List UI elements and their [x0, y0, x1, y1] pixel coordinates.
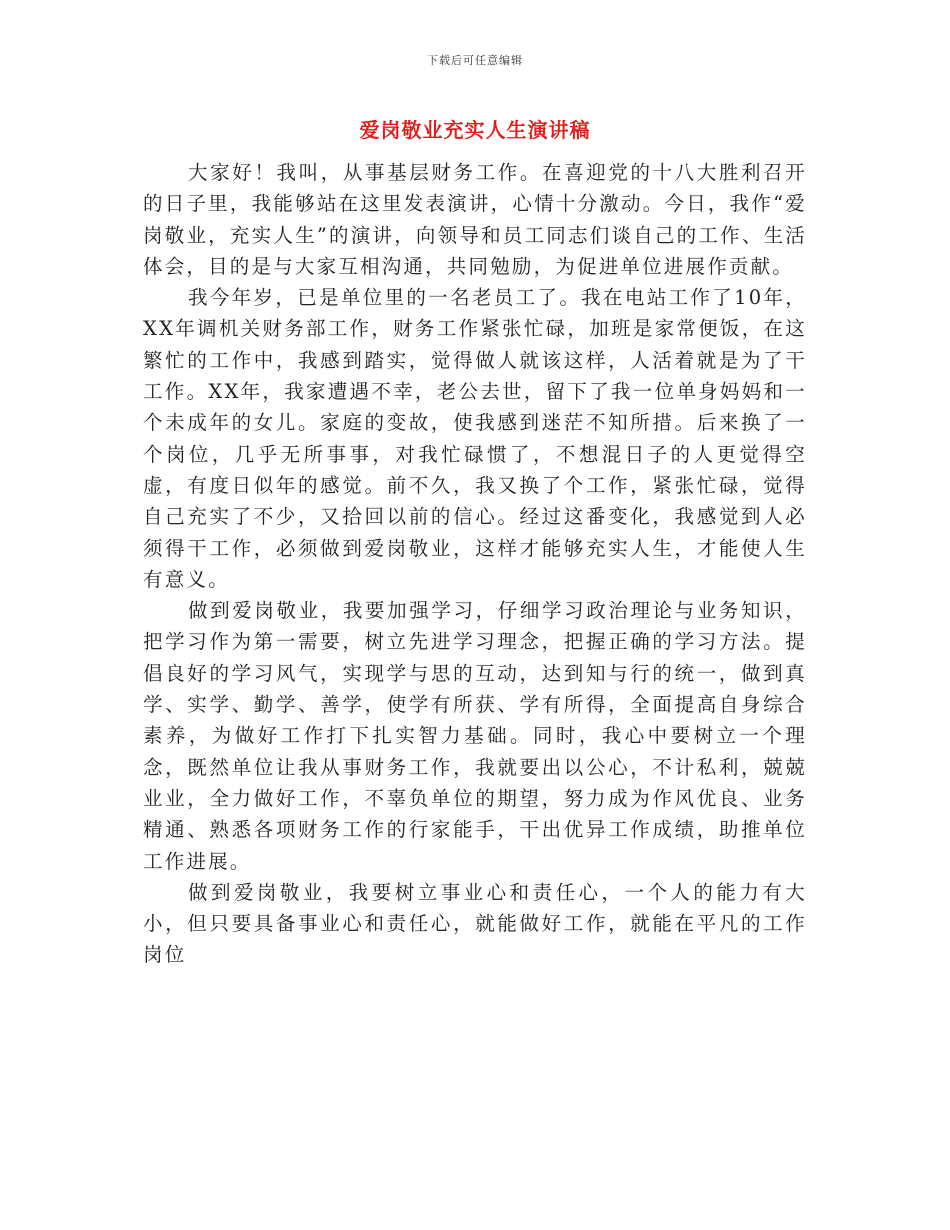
document-body [143, 157, 807, 971]
paragraph-greeting: 大家好！我叫，从事基层财务工作。在喜迎党的十八大胜利召开的日子里，我能够站在这里发表演讲，心情十分激动。今日，我作“爱岗敬业，充实人生”的演讲，向领导和员工同志们谈自己的工作、生活体会，目的是与大家互相沟通，共同勉励，为促进单位进展作贡献。 [143, 161, 807, 278]
paragraph-experience: 我今年岁，已是单位里的一名老员工了。我在电站工作了10年，XX年调机关财务部工作，财务工作紧张忙碌，加班是家常便饭，在这繁忙的工作中，我感到踏实，觉得做人就该这样，人活着就是为了干工作。XX年，我家遭遇不幸，老公去世，留下了我一位单身妈妈和一个未成年的女儿。家庭的变故，使我感到迷茫不知所措。后来换了一个岗位，几乎无所事事，对我忙碌惯了，不想混日子的人更觉得空虚，有度日似年的感觉。前不久，我又换了个工作，紧张忙碌，觉得自己充实了不少，又拾回以前的信心。经过这番变化，我感觉到人必须得干工作，必须做到爱岗敬业，这样才能够充实人生，才能使人生有意义。 [143, 286, 807, 591]
paragraph-responsibility: 做到爱岗敬业，我要树立事业心和责任心，一个人的能力有大小，但只要具备事业心和责任心，就能做好工作，就能在平凡的工作岗位 [143, 880, 807, 967]
document-title: 爱岗敬业充实人生演讲稿 [359, 118, 591, 142]
paragraph-study: 做到爱岗敬业，我要加强学习，仔细学习政治理论与业务知识，把学习作为第一需要，树立先进学习理念，把握正确的学习方法。提倡良好的学习风气，实现学与思的互动，达到知与行的统一，做到真学、实学、勤学、善学，使学有所获、学有所得，全面提高自身综合素养，为做好工作打下扎实智力基础。同时，我心中要树立一个理念，既然单位让我从事财务工作，我就要出以公心，不计私利，兢兢业业，全力做好工作，不辜负单位的期望，努力成为作风优良、业务精通、熟悉各项财务工作的行家能手，干出优异工作成绩，助推单位工作进展。 [143, 599, 807, 873]
page-header-note: 下载后可任意编辑 [427, 54, 523, 67]
